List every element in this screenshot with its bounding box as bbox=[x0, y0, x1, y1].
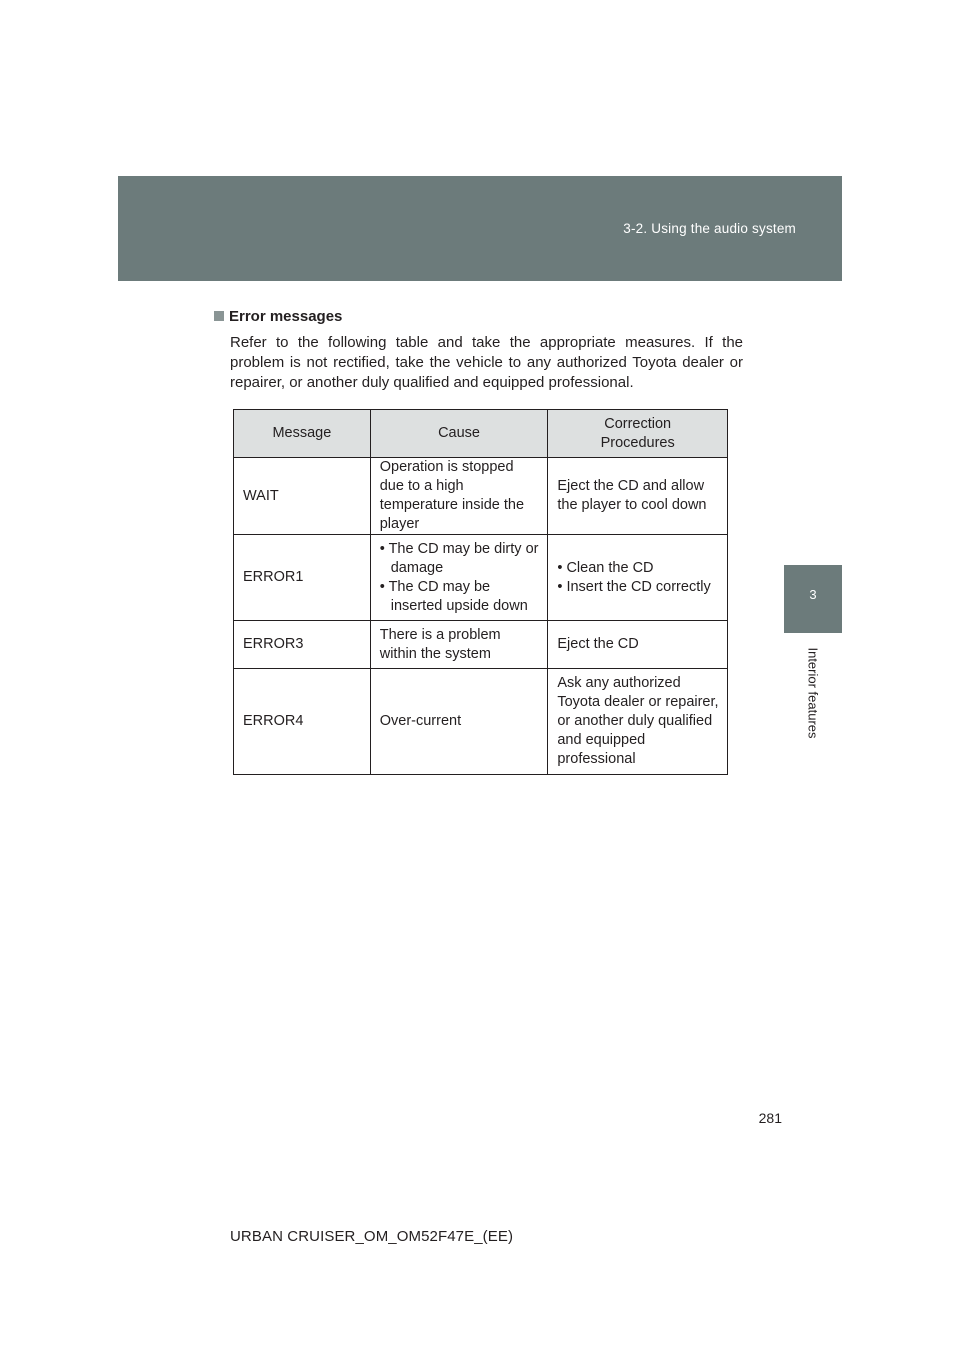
cause-cell bbox=[370, 458, 548, 535]
intro-paragraph: Refer to the following table and take the appropriate measures. If the problem is not rectified, take the vehicle to any authorized Toyota dealer or repairer, or another duly qualified and equipped professional. bbox=[230, 334, 743, 391]
chapter-label bbox=[786, 638, 840, 748]
cause-cell bbox=[370, 621, 548, 669]
correction-cell bbox=[548, 669, 728, 775]
correction-text: Eject the CD bbox=[557, 636, 639, 652]
cause-cell bbox=[370, 535, 548, 621]
chapter-tab bbox=[784, 565, 842, 633]
correction-list-item: • Insert the CD correctly bbox=[557, 578, 711, 595]
message-cell: ERROR1 bbox=[234, 535, 371, 621]
table-header-row bbox=[234, 410, 728, 458]
correction-text: Ask any authorized Toyota dealer or repairer, or another duly qualified and equipped professional bbox=[557, 675, 719, 767]
cause-cell bbox=[370, 669, 548, 775]
chapter-number: 3 bbox=[809, 587, 817, 602]
message-cell: ERROR4 bbox=[234, 669, 371, 775]
cause-text: Operation is stopped due to a high temperature inside the player bbox=[379, 459, 525, 532]
correction-cell bbox=[548, 458, 728, 535]
table-row bbox=[234, 669, 728, 775]
cause-text: There is a problem within the system bbox=[379, 626, 501, 662]
section-breadcrumb: 3-2. Using the audio system bbox=[623, 221, 796, 236]
page-number: 281 bbox=[758, 1110, 782, 1126]
section-heading bbox=[214, 308, 342, 325]
correction-text: Eject the CD and allow the player to cool down bbox=[557, 478, 707, 513]
table-row bbox=[234, 535, 728, 621]
header-correction bbox=[548, 410, 728, 458]
table-row bbox=[234, 621, 728, 669]
cause-text: Over-current bbox=[379, 713, 462, 729]
header-band bbox=[118, 176, 842, 281]
message-cell: ERROR3 bbox=[234, 621, 371, 669]
header-correction-text: Correction Procedures bbox=[600, 415, 675, 451]
cause-list-item: • The CD may be dirty or damage bbox=[379, 540, 539, 576]
table-row bbox=[234, 458, 728, 535]
cause-list-item: • The CD may be inserted upside down bbox=[379, 578, 528, 614]
message-cell: WAIT bbox=[234, 458, 371, 535]
section-heading-text: Error messages bbox=[229, 308, 343, 325]
chapter-label-text: Interior features bbox=[805, 647, 821, 739]
correction-cell bbox=[548, 621, 728, 669]
document-code-footer: URBAN CRUISER_OM_OM52F47E_(EE) bbox=[230, 1228, 514, 1245]
correction-list-item: • Clean the CD bbox=[557, 559, 654, 576]
correction-cell bbox=[548, 535, 728, 621]
header-message: Message bbox=[234, 410, 371, 458]
header-cause: Cause bbox=[370, 410, 548, 458]
error-messages-table bbox=[233, 409, 728, 775]
square-bullet-icon bbox=[214, 311, 224, 321]
